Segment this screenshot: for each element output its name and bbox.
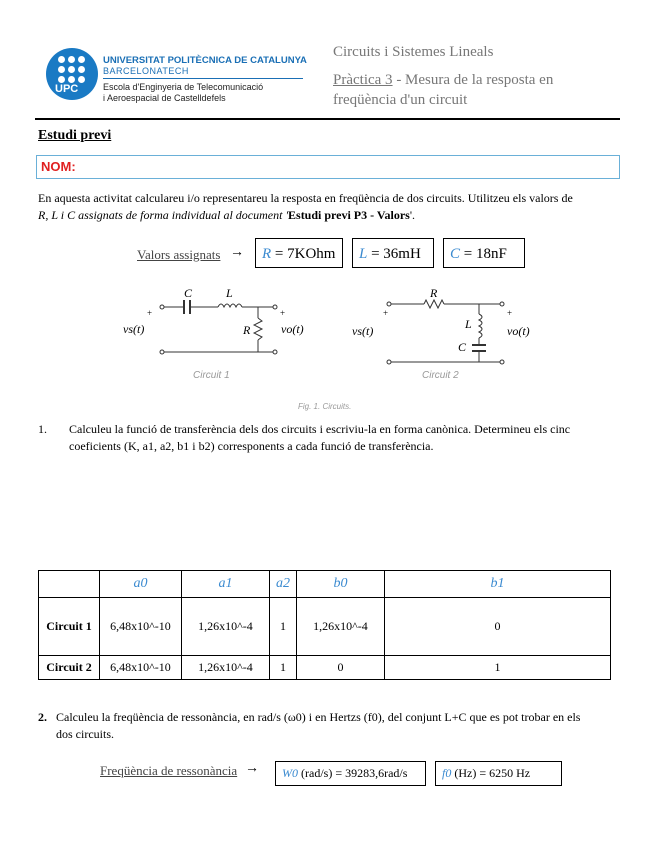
arrow-icon: → — [245, 761, 259, 776]
c2-plus-out: + — [507, 308, 513, 318]
figure-caption: Fig. 1. Circuits. — [298, 402, 352, 411]
school-line-1: Escola d'Enginyeria de Telecomunicació — [103, 82, 264, 92]
circuits-figure — [0, 0, 655, 420]
q2-line-2: dos circuits. — [56, 727, 114, 741]
table-cell: 1 — [270, 598, 297, 656]
coefficients-table — [38, 570, 611, 680]
c1-vin-label: vs(t) — [123, 322, 145, 336]
table-row — [39, 598, 611, 656]
arrow-icon: → — [230, 245, 244, 260]
table-cell: 6,48x10^-10 — [100, 656, 182, 680]
c1-l-label: L — [226, 286, 233, 300]
row-label: Circuit 2 — [39, 656, 100, 680]
course-title: Circuits i Sistemes Lineals — [333, 44, 494, 60]
table-cell: 6,48x10^-10 — [100, 598, 182, 656]
table-cell: 1,26x10^-4 — [182, 656, 270, 680]
table-cell: 1,26x10^-4 — [182, 598, 270, 656]
table-cell: 0 — [385, 598, 611, 656]
circuit-1 — [160, 300, 277, 354]
section-title: Estudi previ — [38, 128, 112, 143]
table-cell: 1 — [385, 656, 611, 680]
c2-plus-in: + — [383, 308, 389, 318]
q2-number: 2. — [38, 710, 47, 724]
c2-vin-label: vs(t) — [352, 324, 374, 338]
c1-vout-label: vo(t) — [281, 322, 304, 336]
table-header-row — [39, 571, 611, 598]
c1-plus-in: + — [147, 308, 153, 318]
circuit-2 — [387, 300, 504, 364]
values-label: Valors assignats — [137, 247, 221, 262]
q1-line-2: coeficients (K, a1, a2, b1 i b2) corresponents a cada funció de transferència. — [69, 439, 434, 453]
q2-line-1: Calculeu la freqüència de ressonància, en rad/s (ω0) i en Hertzs (f0), del conjunt L+C que es pot trobar en els — [56, 710, 581, 724]
question-2 — [38, 709, 618, 743]
c1-r-label: R — [243, 323, 251, 337]
c2-r-label: R — [430, 286, 438, 300]
c2-c-label: C — [458, 340, 467, 354]
table-cell: 1,26x10^-4 — [297, 598, 385, 656]
header-cell: b1 — [385, 571, 611, 598]
q1-line-1: Calculeu la funció de transferència dels dos circuits i escriviu-la en forma canònica. Determineu els cinc — [69, 422, 571, 436]
q1-number: 1. — [38, 422, 47, 436]
table-cell: 1 — [270, 656, 297, 680]
omega-value-box: W0 (rad/s) = 39283,6rad/s — [275, 761, 426, 786]
intro-line-2: R, L i C assignats de forma individual al document 'Estudi previ P3 - Valors'. — [38, 208, 415, 222]
question-1 — [38, 421, 618, 455]
circuit-2-caption: Circuit 2 — [422, 370, 459, 381]
logo-text: UPC — [55, 83, 79, 95]
university-name: UNIVERSITAT POLITÈCNICA DE CATALUNYA — [103, 55, 307, 66]
row-label: Circuit 1 — [39, 598, 100, 656]
c2-vout-label: vo(t) — [507, 324, 530, 338]
r-value-box: R = 7KOhm — [255, 238, 343, 268]
practice-title-line2: freqüència d'un circuit — [333, 92, 468, 108]
frequency-value-box: f0 (Hz) = 6250 Hz — [435, 761, 562, 786]
header-cell: a2 — [270, 571, 297, 598]
resonance-label: Freqüència de ressonància — [100, 763, 238, 778]
school-line-2: i Aeroespacial de Castelldefels — [103, 93, 226, 103]
header-cell: a1 — [182, 571, 270, 598]
table-cell: 0 — [297, 656, 385, 680]
circuit-1-caption: Circuit 1 — [193, 370, 230, 381]
practice-number: Pràctica 3 — [333, 72, 393, 88]
table-row — [39, 656, 611, 680]
name-label: NOM: — [41, 159, 76, 174]
practice-name: - Mesura de la resposta en — [392, 72, 554, 88]
intro-line-1: En aquesta activitat calculareu i/o representareu la resposta en freqüència de dos circuits. Utilitzeu els valors de — [38, 191, 573, 205]
l-value-box: L = 36mH — [352, 238, 434, 268]
header-cell: b0 — [297, 571, 385, 598]
c1-plus-out: + — [280, 308, 286, 318]
header-cell: a0 — [100, 571, 182, 598]
c-value-box: C = 18nF — [443, 238, 525, 268]
c2-l-label: L — [465, 317, 472, 331]
header-cell — [39, 571, 100, 598]
university-subtitle: BARCELONATECH — [103, 66, 189, 76]
c1-c-label: C — [184, 286, 193, 300]
